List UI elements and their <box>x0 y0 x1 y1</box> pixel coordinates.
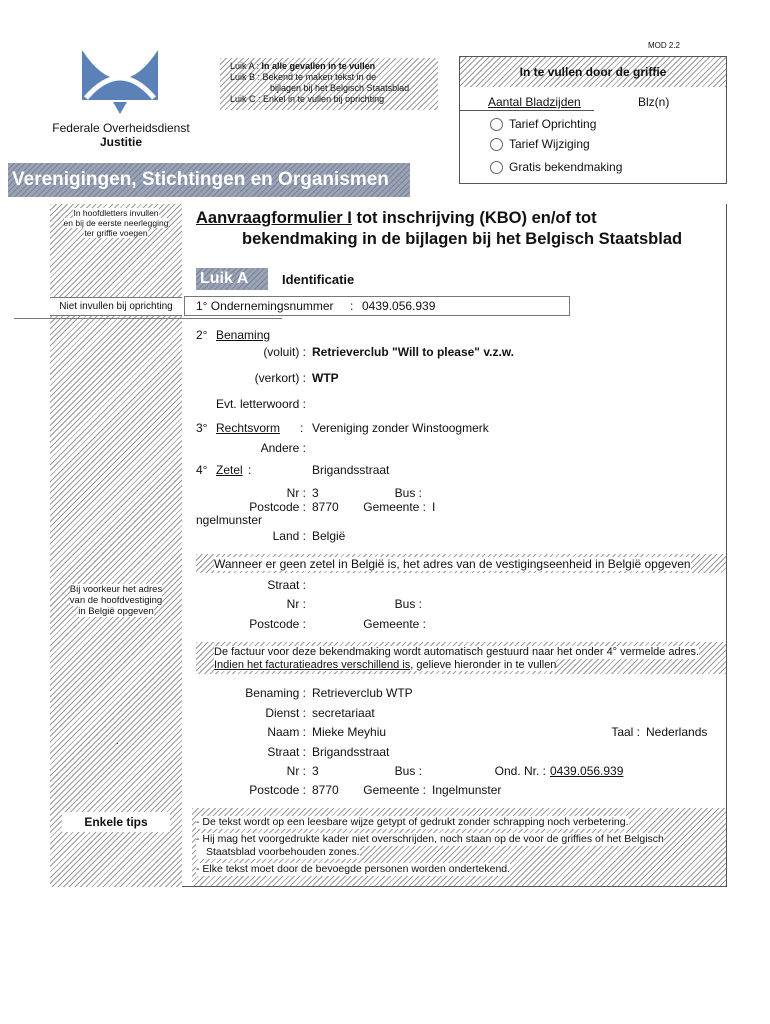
seat-municipality-label: Gemeente : <box>363 500 426 514</box>
foreign-note: Wanneer er geen zetel in België is, het adres van de vestigingseenheid in België opgeven <box>214 557 691 571</box>
full-name-value[interactable]: Retrieverclub "Will to please" v.z.w. <box>312 345 514 359</box>
griffie-box <box>459 56 727 184</box>
preference-note: Bij voorkeur het adres van de hoofdvestiging in België opgeven <box>69 584 163 617</box>
option-gratis[interactable]: Gratis bekendmaking <box>490 160 622 174</box>
legend-key: Luik C : <box>230 94 261 104</box>
option-wijziging[interactable]: Tarief Wijziging <box>490 137 590 151</box>
invoice-person-value[interactable]: Mieke Meyhiu <box>312 725 387 739</box>
invoice-name-value[interactable]: Retrieverclub WTP <box>312 686 413 700</box>
seat-municipality-wrap: ngelmunster <box>196 513 263 527</box>
griffie-title: In te vullen door de griffie <box>460 57 726 87</box>
legend-text: bijlagen bij het Belgisch Staatsblad <box>270 83 410 93</box>
tip-item: - Elke tekst moet door de bevoegde personen worden ondertekend. <box>196 863 511 875</box>
tips-label: Enkele tips <box>62 812 170 832</box>
invoice-enterprise-label: Ond. Nr. : <box>494 764 546 778</box>
invoice-language-value[interactable]: Nederlands <box>646 725 708 739</box>
legend-text: In alle gevallen in te vullen <box>261 61 376 71</box>
seat-municipality-value[interactable]: I <box>432 500 436 514</box>
enterprise-number-value[interactable]: 0439.056.939 <box>362 299 436 313</box>
seat-sep: : <box>248 463 252 477</box>
invoice-street-value[interactable]: Brigandsstraat <box>312 745 390 759</box>
form-title-part2: tot inschrijving (KBO) en/of tot <box>356 209 597 227</box>
invoice-nr-value[interactable]: 3 <box>312 764 319 778</box>
org-line1: Federale Overheidsdienst <box>52 121 190 135</box>
short-name-label: (verkort) : <box>254 371 306 385</box>
legal-form-label: Rechtsvorm <box>216 421 281 435</box>
pages-label: Aantal Bladzijden <box>488 95 581 109</box>
legal-form-sep: : <box>300 421 304 435</box>
capitals-note: In hoofdletters invullen en bij de eerste neerlegging ter griffie voegen <box>63 208 169 238</box>
form-title-line2: bekendmaking in de bijlagen bij het Belgisch Staatsblad <box>242 230 683 248</box>
foreign-municipality-label: Gemeente : <box>363 617 426 631</box>
pages-unit: Blz(n) <box>638 95 670 109</box>
legal-form-value[interactable]: Vereniging zonder Winstoogmerk <box>312 421 489 435</box>
name-label: Benaming <box>216 328 271 342</box>
seat-postcode-value[interactable]: 8770 <box>312 500 339 514</box>
section-2-num: 2° <box>196 328 208 342</box>
seat-country-label: Land : <box>272 529 306 543</box>
invoice-language-label: Taal : <box>611 725 640 739</box>
invoice-postcode-label: Postcode : <box>249 783 306 797</box>
invoice-municipality-label: Gemeente : <box>363 783 426 797</box>
full-name-label: (voluit) : <box>263 345 306 359</box>
seat-bus-label: Bus : <box>394 486 422 500</box>
invoice-name-label: Benaming : <box>245 686 306 700</box>
foreign-street-label: Straat : <box>267 578 306 592</box>
option-oprichting[interactable]: Tarief Oprichting <box>490 117 596 131</box>
tips-list <box>196 816 726 876</box>
dot-mark: . <box>116 736 119 747</box>
fod-justitie-logo <box>80 48 160 118</box>
seat-label: Zetel <box>216 463 243 477</box>
section-3-num: 3° <box>196 421 208 435</box>
seat-nr-label: Nr : <box>286 486 306 500</box>
invoice-person-label: Naam : <box>267 725 306 739</box>
invoice-street-label: Straat : <box>267 745 306 759</box>
invoice-postcode-value[interactable]: 8770 <box>312 783 339 797</box>
short-name-value[interactable]: WTP <box>312 371 339 385</box>
other-label: Andere : <box>260 441 306 455</box>
tip-item: - Hij mag het voorgedrukte kader niet overschrijden, noch staan op de voor de griffies of het Belgisch <box>196 833 664 845</box>
not-at-founding-note: Niet invullen bij oprichting <box>50 297 182 316</box>
enterprise-number-label: 1° Ondernemingsnummer <box>196 299 334 313</box>
radio-icon[interactable] <box>490 161 503 174</box>
form-title-part1: Aanvraagformulier I <box>196 209 352 227</box>
legend-text: Bekend te maken tekst in de <box>262 72 377 82</box>
banner-title: Verenigingen, Stichtingen en Organismen <box>8 163 410 197</box>
invoice-enterprise-value[interactable]: 0439.056.939 <box>550 764 624 778</box>
legend-key: Luik B : <box>230 72 261 82</box>
radio-icon[interactable] <box>490 138 503 151</box>
seat-postcode-label: Postcode : <box>249 500 306 514</box>
tip-item: Staatsblad voorbehouden zones. <box>196 846 360 859</box>
invoice-note: De factuur voor deze bekendmaking wordt automatisch gestuurd naar het onder 4° vermelde adres. Indien het facturatieadres verschillend is, gelieve hieronder in te vullen <box>214 646 700 671</box>
seat-street-value[interactable]: Brigandsstraat <box>312 463 390 477</box>
foreign-postcode-label: Postcode : <box>249 617 306 631</box>
seat-country-value[interactable]: België <box>312 529 346 543</box>
form-title <box>196 209 597 228</box>
tip-item: - De tekst wordt op een leesbare wijze getypt of gedrukt zonder schrapping noch verbetering. <box>196 816 629 828</box>
acronym-label: Evt. letterwoord : <box>215 397 306 411</box>
invoice-service-value[interactable]: secretariaat <box>312 706 375 720</box>
legend-text: Enkel in te vullen bij oprichting <box>263 94 385 104</box>
invoice-municipality-value[interactable]: Ingelmunster <box>432 783 502 797</box>
org-line2: Justitie <box>99 135 142 149</box>
luik-a-tag: Luik A <box>196 268 268 290</box>
radio-icon[interactable] <box>490 118 503 131</box>
luik-a-title: Identificatie <box>282 272 355 287</box>
foreign-nr-label: Nr : <box>286 597 306 611</box>
legend-key: Luik A : <box>230 61 260 71</box>
org-name <box>48 121 194 149</box>
invoice-bus-label: Bus : <box>394 764 422 778</box>
section-4-num: 4° <box>196 463 208 477</box>
seat-nr-value[interactable]: 3 <box>312 486 319 500</box>
foreign-bus-label: Bus : <box>394 597 422 611</box>
enterprise-number-sep: : <box>350 299 354 313</box>
luik-legend <box>220 58 438 110</box>
form-code: MOD 2.2 <box>648 41 681 50</box>
invoice-service-label: Dienst : <box>265 706 306 720</box>
invoice-nr-label: Nr : <box>286 764 306 778</box>
